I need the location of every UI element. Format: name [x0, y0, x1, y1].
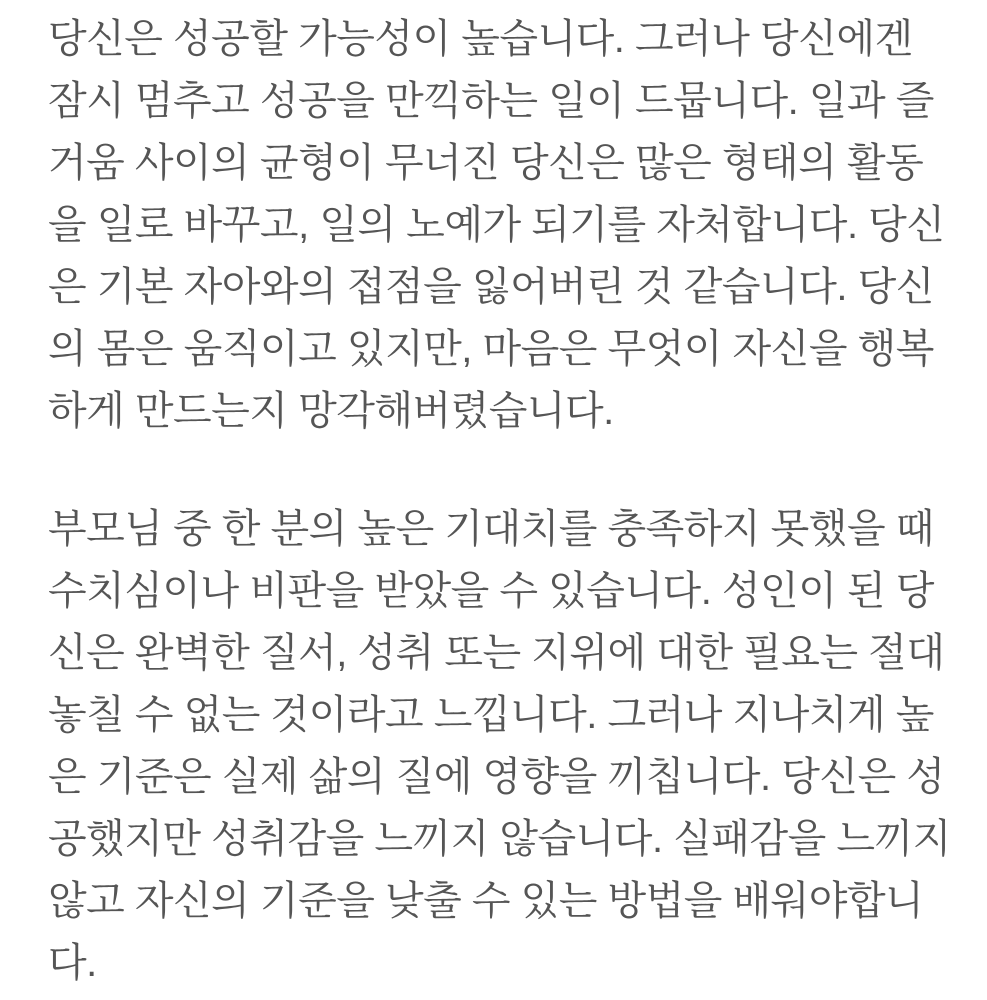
text-line: 다. — [48, 941, 97, 985]
text-line: 부모님 중 한 분의 높은 기대치를 충족하지 못했을 때 — [48, 507, 934, 551]
text-line: 거움 사이의 균형이 무너진 당신은 많은 형태의 활동 — [48, 141, 924, 185]
text-line: 않고 자신의 기준을 낮출 수 있는 방법을 배워야합니 — [48, 879, 924, 923]
text-line: 하게 만드는지 망각해버렸습니다. — [48, 389, 614, 433]
text-line: 신은 완벽한 질서, 성취 또는 지위에 대한 필요는 절대 — [48, 631, 945, 675]
text-line: 당신은 성공할 가능성이 높습니다. 그러나 당신에겐 — [48, 17, 913, 61]
text-line: 의 몸은 움직이고 있지만, 마음은 무엇이 자신을 행복 — [48, 327, 934, 371]
text-line: 공했지만 성취감을 느끼지 않습니다. 실패감을 느끼지 — [48, 817, 951, 861]
paragraph-2 — [48, 498, 951, 994]
text-line: 은 기준은 실제 삶의 질에 영향을 끼칩니다. 당신은 성 — [48, 755, 945, 799]
text-line: 수치심이나 비판을 받았을 수 있습니다. 성인이 된 당 — [48, 569, 934, 613]
text-line: 잠시 멈추고 성공을 만끽하는 일이 드뭅니다. 일과 즐 — [48, 79, 934, 123]
text-line: 은 기본 자아와의 접점을 잃어버린 것 같습니다. 당신 — [48, 265, 934, 309]
paragraph-1 — [48, 8, 947, 442]
text-line: 을 일로 바꾸고, 일의 노예가 되기를 자처합니다. 당신 — [48, 203, 945, 247]
text-line: 놓칠 수 없는 것이라고 느낍니다. 그러나 지나치게 높 — [48, 693, 934, 737]
